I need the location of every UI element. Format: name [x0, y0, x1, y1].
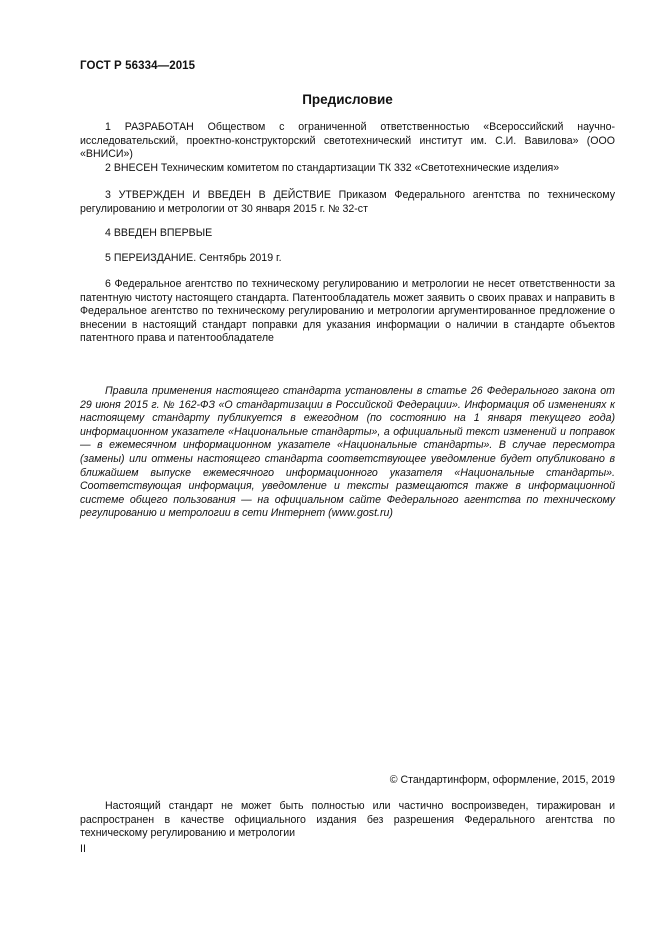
reproduction-notice: Настоящий стандарт не может быть полностью или частично воспроизведен, тиражирован и распространен в качестве официального издания без разрешения Федерального агентства по техническому регулированию и метрологии — [80, 800, 615, 840]
paragraph-6-patent: 6 Федеральное агентство по техническому регулированию и метрологии не несет ответственности за патентную чистоту настоящего стандарта. Патентообладатель может заявить о своих правах и направить в Федеральное агентство по техническому регулированию и метрологии аргументированное предложение о внесении в настоящий стандарт поправки для указания информации о наличии в стандарте объектов патентного права и патентообладателе — [80, 278, 615, 345]
paragraph-4-first-introduced: 4 ВВЕДЕН ВПЕРВЫЕ — [105, 227, 213, 239]
paragraph-3-approved: 3 УТВЕРЖДЕН И ВВЕДЕН В ДЕЙСТВИЕ Приказом Федерального агентства по техническому регулированию и метрологии от 30 января 2015 г. № 32-ст — [80, 189, 615, 215]
paragraph-1-developed: 1 РАЗРАБОТАН Обществом с ограниченной ответственностью «Всероссийский научно-исследовательский, проектно-конструкторский светотехнический институт им. С.И. Вавилова» (ООО «ВНИСИ») — [80, 121, 615, 161]
paragraph-2-introduced: 2 ВНЕСЕН Техническим комитетом по стандартизации ТК 332 «Светотехнические изделия» — [105, 162, 560, 174]
page-number: II — [80, 843, 86, 855]
paragraph-5-reissue: 5 ПЕРЕИЗДАНИЕ. Сентябрь 2019 г. — [105, 252, 282, 264]
copyright-line: © Стандартинформ, оформление, 2015, 2019 — [389, 774, 615, 786]
rules-notice: Правила применения настоящего стандарта установлены в статье 26 Федерального закона от 29 июня 2015 г. № 162-ФЗ «О стандартизации в Российской Федерации». Информация об изменениях к настоящему стандарту публикуется в ежегодном (по состоянию на 1 января текущего года) информационном указателе «Национальные стандарты», а официальный текст изменений и поправок — в ежемесячном информационном указателе «Национальные стандарты». В случае пересмотра (замены) или отмены настоящего стандарта соответствующее уведомление будет опубликовано в ближайшем выпуске ежемесячного информационного указателя «Национальные стандарты». Соответствующая информация, уведомление и тексты размещаются также в информационной системе общего пользования — на официальном сайте Федерального агентства по техническому регулированию и метрологии в сети Интернет (www.gost.ru) — [80, 385, 615, 520]
page-title: Предисловие — [302, 92, 393, 107]
standard-code-header: ГОСТ Р 56334—2015 — [80, 60, 196, 72]
